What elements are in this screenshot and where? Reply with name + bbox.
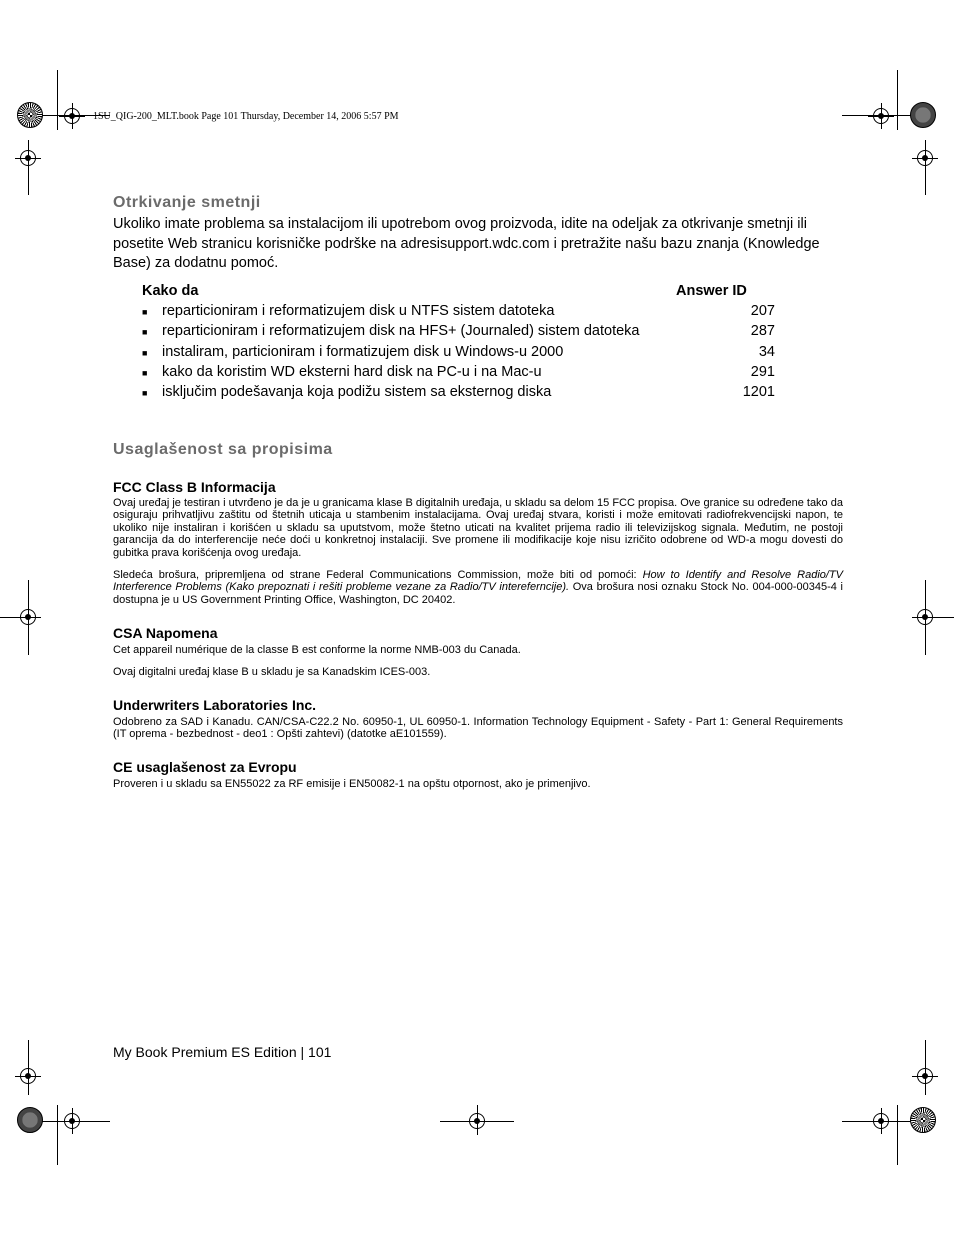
csa-heading: CSA Napomena	[113, 625, 218, 641]
fcc-brochure-title: How to Identify and Resolve Radio/TV Interference Problems (Kako prepoznati i rešiti probleme vezane za Radio/TV intereferncije).	[113, 569, 843, 594]
answer-id: 34	[758, 344, 775, 360]
ce-paragraph: Proveren i u skladu sa EN55022 za RF emisije i EN50082-1 na opštu otpornost, ako je primenjivo.	[113, 778, 591, 790]
fcc-brochure-stock: Ova brošura nosi oznaku Stock No. 004-000-00345-4 i dostupna je u US Government Printing Office, Washington, DC 20402.	[113, 581, 843, 606]
task-text: reparticioniram i reformatizujem disk na HFS+ (Journaled) sistem datoteka	[162, 323, 640, 339]
registration-mark-icon	[917, 609, 933, 625]
ul-paragraph: Odobreno za SAD i Kanadu. CAN/CSA-C22.2 No. 60950-1, UL 60950-1. Information Technology Equipment - Safety - Part 1: General Requirements (IT oprema - bezbednost - deo1 : Opšti zahtevi) (datotke aE101559).	[113, 716, 843, 741]
table-row	[142, 303, 775, 323]
ce-heading: CE usaglašenost za Evropu	[113, 759, 297, 775]
table-row	[142, 323, 775, 343]
fcc-heading: FCC Class B Informacija	[113, 479, 276, 495]
crop-mark	[897, 1105, 898, 1165]
star-target-icon	[910, 1107, 936, 1133]
registration-mark-icon	[64, 1113, 80, 1129]
print-header: 1SU_QIG-200_MLT.book Page 101 Thursday, December 14, 2006 5:57 PM	[93, 111, 399, 122]
table-row	[142, 344, 775, 364]
table-row	[142, 364, 775, 384]
column-header-task: Kako da	[142, 283, 199, 299]
registration-mark-icon	[873, 108, 889, 124]
bullet-icon: ■	[142, 307, 148, 317]
registration-mark-icon	[20, 609, 36, 625]
task-text: instaliram, particioniram i formatizujem disk u Windows-u 2000	[162, 344, 564, 360]
registration-mark-icon	[917, 150, 933, 166]
crop-mark	[57, 70, 58, 130]
task-text: reparticioniram i reformatizujem disk u NTFS sistem datoteka	[162, 303, 555, 319]
table-row	[142, 384, 775, 404]
answer-id: 1201	[742, 384, 775, 400]
crop-mark	[57, 1105, 58, 1165]
csa-paragraph-fr: Cet appareil numérique de la classe B est conforme la norme NMB-003 du Canada.	[113, 644, 521, 656]
color-bar-target-icon	[17, 1107, 43, 1133]
task-text: kako da koristim WD eksterni hard disk na PC-u i na Mac-u	[162, 364, 542, 380]
answer-id: 207	[750, 303, 775, 319]
compliance-heading: Usaglašenost sa propisima	[113, 441, 333, 458]
registration-mark-icon	[20, 150, 36, 166]
bullet-icon: ■	[142, 368, 148, 378]
bullet-icon: ■	[142, 327, 148, 337]
csa-paragraph: Ovaj digitalni uređaj klase B u skladu je sa Kanadskim ICES-003.	[113, 666, 431, 678]
fcc-brochure-paragraph	[113, 569, 843, 606]
registration-mark-icon	[917, 1068, 933, 1084]
troubleshooting-heading: Otrkivanje smetnji	[113, 194, 261, 211]
task-text: isključim podešavanja koja podižu sistem sa eksternog diska	[162, 384, 552, 400]
star-target-icon	[17, 102, 43, 128]
fcc-brochure-text: Sledeća brošura, pripremljena od strane Federal Communications Commission, može biti od pomoći:	[113, 569, 643, 581]
registration-mark-icon	[64, 108, 80, 124]
registration-mark-icon	[873, 1113, 889, 1129]
registration-mark-icon	[20, 1068, 36, 1084]
answer-id: 291	[750, 364, 775, 380]
ul-heading: Underwriters Laboratories Inc.	[113, 697, 317, 713]
color-bar-target-icon	[910, 102, 936, 128]
registration-mark-icon	[469, 1113, 485, 1129]
column-header-answer-id: Answer ID	[676, 283, 747, 299]
bullet-icon: ■	[142, 388, 148, 398]
troubleshooting-intro: Ukoliko imate problema sa instalacijom ili upotrebom ovog proizvoda, idite na odeljak za otkrivanje smetnji ili posetite Web stranicu korisničke podrške na adresisupport.wdc.com i pretražite našu bazu znanja (Knowledge Base) za dodatnu pomoć.	[113, 216, 820, 271]
answer-id: 287	[750, 323, 775, 339]
page-footer: My Book Premium ES Edition | 101	[113, 1044, 332, 1060]
bullet-icon: ■	[142, 348, 148, 358]
fcc-paragraph: Ovaj uređaj je testiran i utvrđeno je da je u granicama klase B digitalnih uređaja, u skladu sa delom 15 FCC propisa. Ove granice su određene tako da osiguraju prihvatljivu zaštitu od štetnih uticaja u stambenim instalacijama. Ovaj uređaj stvara, koristi i može emitovati radiofrekvencijski napon, te ukoliko nije instaliran i korišćen u skladu sa uputstvom, može štetno uticati na kvalitet prijema radio ili televizijskog signala. Međutim, ne postoji garancija da do interferencije neće doći u konkretnoj instalaciji. Sve promene ili modifikacije koje nisu izričito odobrene od WD-a mogu dovesti do gubitka prava korišćenja ovog uređaja.	[113, 497, 843, 559]
crop-mark	[897, 70, 898, 130]
